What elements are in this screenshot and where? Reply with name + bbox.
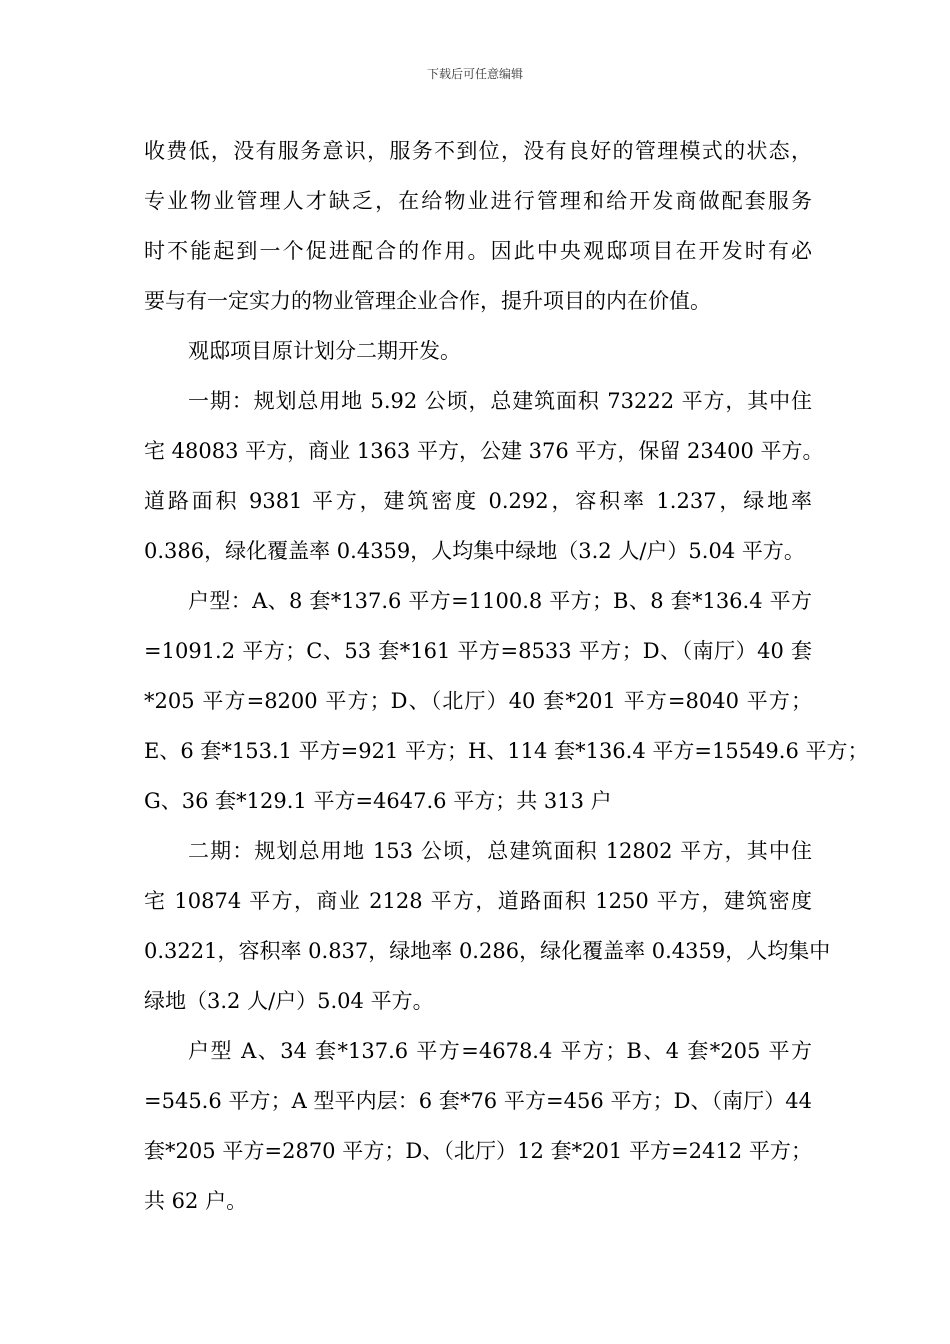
page-header: 下载后可任意编辑 <box>426 67 523 81</box>
text-line: 套*205 平方=2870 平方；D、（北厅）12 套*201 平方=2412 平方； <box>144 1139 812 1163</box>
document-body <box>144 126 869 1226</box>
text-line: =545.6 平方；A 型平内层：6 套*76 平方=456 平方；D、（南厅）44 <box>144 1089 812 1113</box>
text-line: 共 62 户。 <box>144 1189 248 1213</box>
text-line: 户型：A、8 套*137.6 平方=1100.8 平方；B、8 套*136.4 平方 <box>188 589 812 613</box>
text-line: 0.386，绿化覆盖率 0.4359，人均集中绿地（3.2 人/户）5.04 平方。 <box>144 539 805 563</box>
text-line: 二期：规划总用地 153 公顷，总建筑面积 12802 平方，其中住 <box>188 839 812 863</box>
text-line: 要与有一定实力的物业管理企业合作，提升项目的内在价值。 <box>144 289 711 313</box>
text-line: 宅 48083 平方，商业 1363 平方，公建 376 平方，保留 23400 平方。 <box>144 439 824 463</box>
text-line: 0.3221，容积率 0.837，绿地率 0.286，绿化覆盖率 0.4359，人均集中 <box>144 939 831 963</box>
text-line: 道路面积 9381 平方，建筑密度 0.292，容积率 1.237，绿地率 <box>144 489 812 513</box>
text-line: 专业物业管理人才缺乏，在给物业进行管理和给开发商做配套服务 <box>144 189 812 213</box>
text-line: *205 平方=8200 平方；D、（北厅）40 套*201 平方=8040 平方； <box>144 689 812 713</box>
text-line: 观邸项目原计划分二期开发。 <box>188 339 461 363</box>
text-line: G、36 套*129.1 平方=4647.6 平方；共 313 户 <box>144 789 612 813</box>
text-line: 收费低，没有服务意识，服务不到位，没有良好的管理模式的状态， <box>144 139 812 163</box>
text-line: 户型 A、34 套*137.6 平方=4678.4 平方；B、4 套*205 平方 <box>188 1039 812 1063</box>
text-line: 时不能起到一个促进配合的作用。因此中央观邸项目在开发时有必 <box>144 239 812 263</box>
text-line: 一期：规划总用地 5.92 公顷，总建筑面积 73222 平方，其中住 <box>188 389 812 413</box>
text-line: =1091.2 平方；C、53 套*161 平方=8533 平方；D、（南厅）40 套 <box>144 639 812 663</box>
text-line: 绿地（3.2 人/户）5.04 平方。 <box>144 989 434 1013</box>
text-line: 宅 10874 平方，商业 2128 平方，道路面积 1250 平方，建筑密度 <box>144 889 812 913</box>
text-line: E、6 套*153.1 平方=921 平方；H、114 套*136.4 平方=15549.6 平方； <box>144 739 869 763</box>
